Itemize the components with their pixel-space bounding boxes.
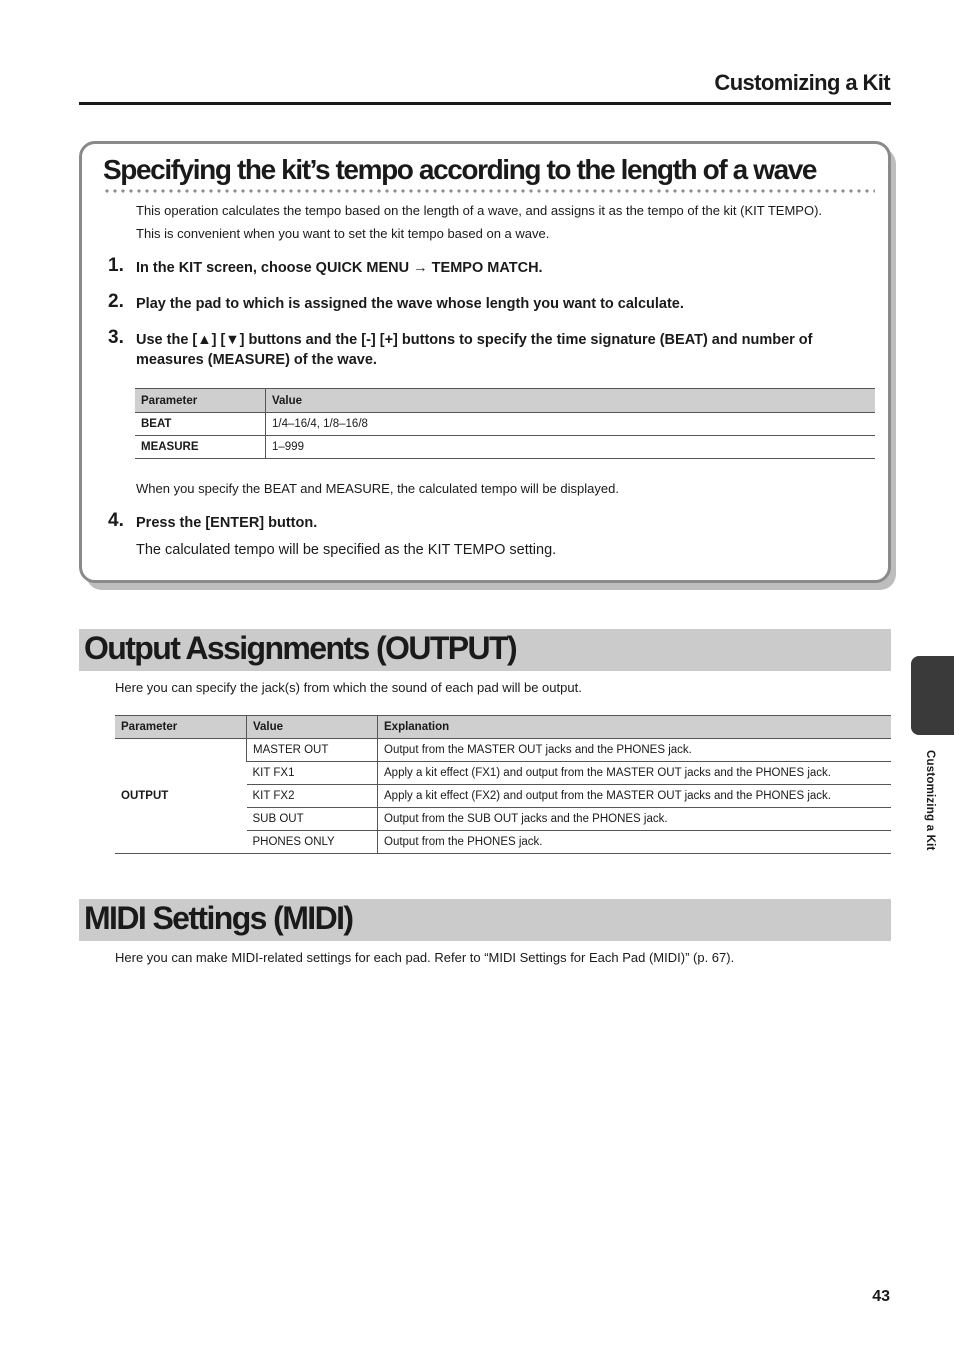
intro-line-2: This is convenient when you want to set the kit tempo based on a wave. xyxy=(136,226,550,241)
table-header: Parameter xyxy=(135,389,266,413)
step-text: Use the [▲] [▼] buttons and the [-] [+] buttons to specify the time signature (BEAT) and number of xyxy=(136,332,813,348)
table-cell: SUB OUT xyxy=(247,808,378,831)
table-cell: Output from the MASTER OUT jacks and the PHONES jack. xyxy=(378,739,892,762)
table-cell: PHONES ONLY xyxy=(247,831,378,854)
table-cell: 1–999 xyxy=(266,436,876,459)
table-row xyxy=(135,436,875,459)
table-cell: Apply a kit effect (FX2) and output from the MASTER OUT jacks and the PHONES jack. xyxy=(378,785,892,808)
table-row xyxy=(135,413,875,436)
table-cell: MEASURE xyxy=(135,436,266,459)
table-header-row xyxy=(115,716,891,739)
step-text: Press the [ENTER] button. xyxy=(136,515,318,531)
dotted-rule xyxy=(103,188,875,194)
table-cell: KIT FX2 xyxy=(247,785,378,808)
header-rule xyxy=(79,102,891,105)
step-number: 1. xyxy=(108,255,124,276)
section-intro: Here you can specify the jack(s) from which the sound of each pad will be output. xyxy=(115,680,582,695)
tempo-box-title: Specifying the kit’s tempo according to the length of a wave xyxy=(103,154,817,185)
step-text: measures (MEASURE) of the wave. xyxy=(136,352,377,368)
table-cell: MASTER OUT xyxy=(247,739,378,762)
table-cell: Output from the PHONES jack. xyxy=(378,831,892,854)
output-table xyxy=(115,715,891,854)
intro-line-1: This operation calculates the tempo based on the length of a wave, and assigns it as the tempo of the kit (KIT TEMPO). xyxy=(136,203,823,218)
section-intro: Here you can make MIDI-related settings for each pad. Refer to “MIDI Settings for Each Pad (MIDI)” (p. 67). xyxy=(115,950,735,965)
step-text: In the KIT screen, choose QUICK MENU → TEMPO MATCH. xyxy=(136,260,543,276)
step-number: 2. xyxy=(108,291,124,312)
table-cell: 1/4–16/4, 1/8–16/8 xyxy=(266,413,876,436)
table-cell: OUTPUT xyxy=(115,739,247,854)
side-tab xyxy=(911,656,954,735)
section-title: Output Assignments (OUTPUT) xyxy=(84,630,517,666)
side-tab-label: Customizing a Kit xyxy=(924,750,936,851)
table-cell: KIT FX1 xyxy=(247,762,378,785)
table-header: Value xyxy=(266,389,876,413)
beat-measure-table xyxy=(135,388,875,459)
table-header: Value xyxy=(247,716,378,739)
table-header: Explanation xyxy=(378,716,892,739)
table-header-row xyxy=(135,389,875,413)
page-number: 43 xyxy=(872,1288,890,1305)
step-text: Play the pad to which is assigned the wave whose length you want to calculate. xyxy=(136,296,684,312)
table-cell: Apply a kit effect (FX1) and output from the MASTER OUT jacks and the PHONES jack. xyxy=(378,762,892,785)
table-cell: BEAT xyxy=(135,413,266,436)
table-header: Parameter xyxy=(115,716,247,739)
step-number: 3. xyxy=(108,327,124,348)
table-row xyxy=(115,739,891,762)
step-result-text: The calculated tempo will be specified as the KIT TEMPO setting. xyxy=(136,542,557,558)
table-cell: Output from the SUB OUT jacks and the PHONES jack. xyxy=(378,808,892,831)
after-table-text: When you specify the BEAT and MEASURE, the calculated tempo will be displayed. xyxy=(136,481,619,496)
section-title: MIDI Settings (MIDI) xyxy=(84,900,353,936)
step-number: 4. xyxy=(108,510,124,531)
running-header: Customizing a Kit xyxy=(714,70,890,95)
